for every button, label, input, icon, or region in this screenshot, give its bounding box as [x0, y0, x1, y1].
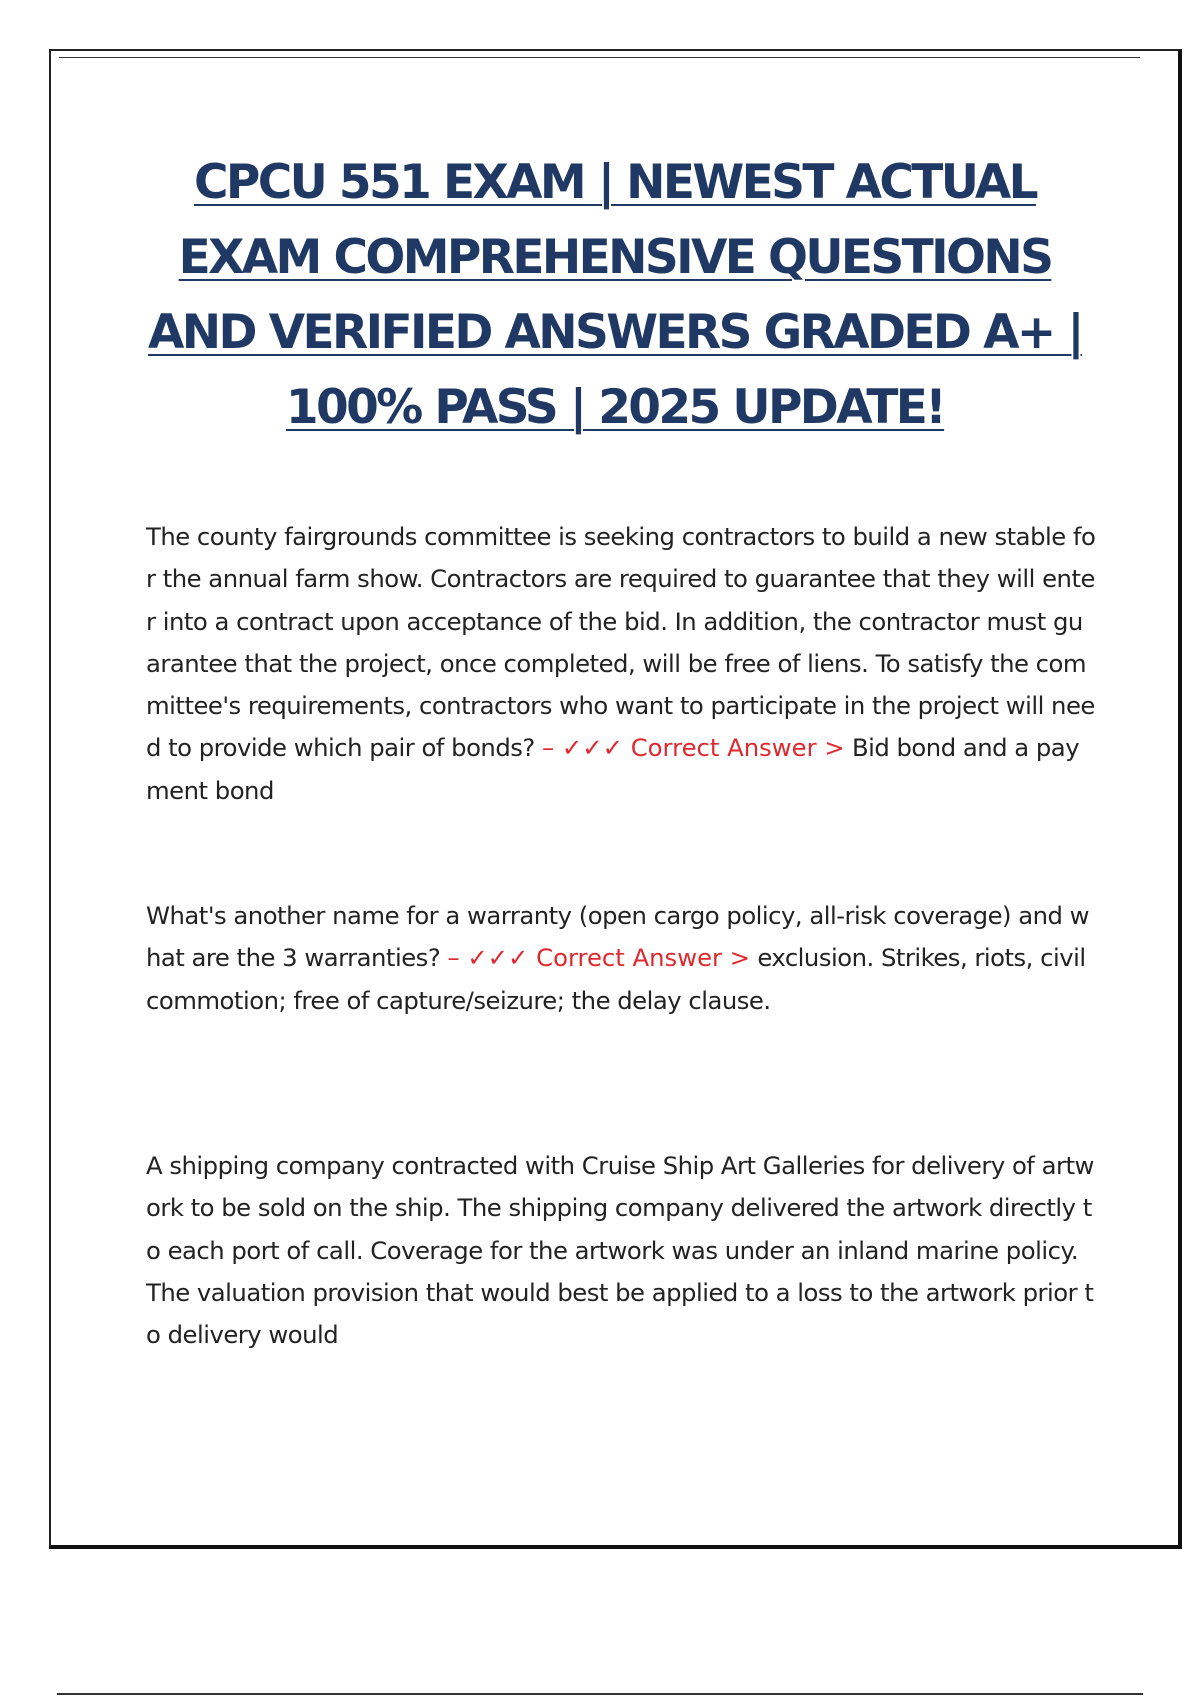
qa-item — [146, 516, 1096, 812]
qa-item — [146, 1145, 1096, 1356]
document-title: CPCU 551 EXAM | NEWEST ACTUAL EXAM COMPREHENSIVE QUESTIONS AND VERIFIED ANSWERS GRADED A+ | 100% PASS | 2025 UPDATE! — [148, 155, 1082, 435]
correct-answer-marker: – ✓✓✓ Correct Answer > — [447, 943, 751, 973]
question-text: A shipping company contracted with Cruise Ship Art Galleries for delivery of artwork to be sold on the ship. The shipping company delivered the artwork directly to each port of call. Coverage for the artwork was under an inland marine policy. The valuation provision that would best be applied to a loss to the artwork prior to delivery would — [146, 1151, 1094, 1350]
top-rule — [59, 57, 1140, 58]
qa-item — [146, 895, 1096, 1022]
bottom-rule — [57, 1693, 1143, 1695]
correct-answer-marker: – ✓✓✓ Correct Answer > — [542, 733, 845, 763]
question-text: What's another name for a warranty (open cargo policy, all-risk coverage) and what are the 3 warranties? — [146, 901, 1090, 973]
answer-text: Bid bond and a payment bond — [146, 733, 1080, 805]
question-text: The county fairgrounds committee is seeking contractors to build a new stable for the annual farm show. Contractors are required to guarantee that they will enter into a contract upon acceptance of the bid. In addition, the contractor must guarantee that the project, once completed, will be free of liens. To satisfy the committee's requirements, contractors who want to participate in the project will need to provide which pair of bonds? — [146, 522, 1096, 763]
answer-text: exclusion. Strikes, riots, civil commotion; free of capture/seizure; the delay clause. — [146, 943, 1086, 1015]
